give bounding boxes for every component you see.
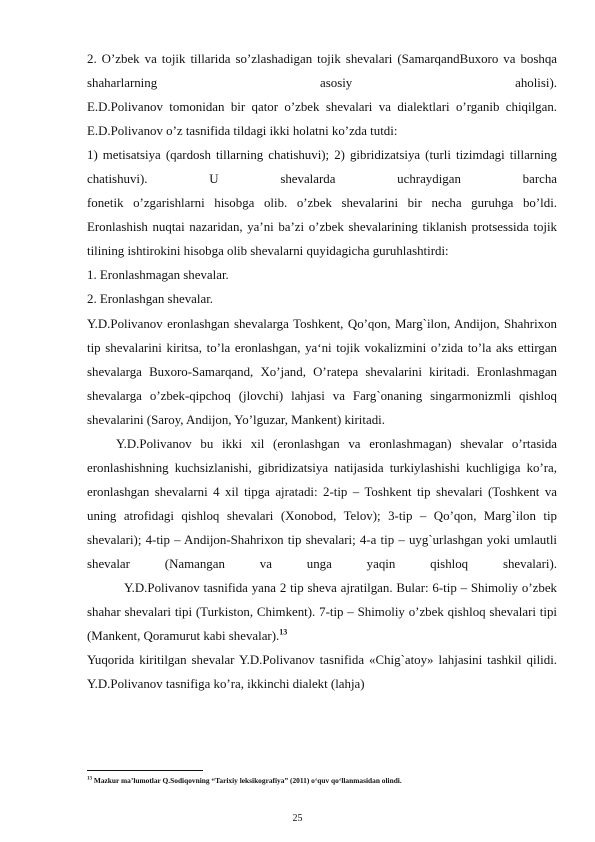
paragraph-4 xyxy=(87,191,557,263)
paragraph-1-text: 2. O’zbek va tojik tillarida so’zlashadigan tojik shevalari (SamarqandBuxoro va boshqa shaharlarning asosiy aholisi). xyxy=(87,52,557,91)
paragraph-5 xyxy=(87,263,557,287)
paragraph-8-text: Y.D.Polivanov bu ikki xil (eronlashgan va eronlashmagan) shevalar o’rtasida eronlashishning kuchsizlanishi, gibridizatsiya natijasida turkiylashishi kuchligiga ko’ra, eronlashgan shevalarni 4 xil tipga ajratadi: 2-tip – Toshkent tip shevalari (Toshkent va uning atrofidagi qishloq shevalari (Xonobod, Telov); 3-tip – Qo’qon, Marg`ilon tip shevalari); 4-tip – Andijon-Shahrixon tip shevalari; 4-a tip – uyg`urlashgan yoki umlautli shevalar (Namangan va unga yaqin qishloq shevalari). xyxy=(87,436,557,571)
paragraph-7 xyxy=(87,312,557,432)
paragraph-3 xyxy=(87,143,557,191)
paragraph-1 xyxy=(87,47,557,95)
footnote xyxy=(87,776,567,785)
footnote-number: 13 xyxy=(87,776,92,782)
paragraph-5-text: 1. Eronlashmagan shevalar. xyxy=(87,268,229,283)
paragraph-10 xyxy=(87,648,557,696)
paragraph-2 xyxy=(87,95,557,143)
paragraph-6-text: 2. Eronlashgan shevalar. xyxy=(87,292,214,307)
paragraph-7-text: Y.D.Polivanov eronlashgan shevalarga Toshkent, Qo’qon, Marg`ilon, Andijon, Shahrixon tip shevalarini kiritsa, to’la eronlashgan, ya‘ni tojik vokalizmini o’zida to’la aks ettirgan shevalarga Buxoro-Samarqand, Xo’jand, O’ratepa shevalarini kiritadi. Eronlashmagan shevalarga o’zbek-qipchoq (jlovchi) lahjasi va Farg`onaning singarmonizmli qishloq shevalarini (Saroy, Andijon, Yo’lguzar, Mankent) kiritadi. xyxy=(87,316,557,427)
paragraph-8 xyxy=(87,432,557,576)
footnote-divider xyxy=(87,770,203,771)
paragraph-4-text: fonetik o’zgarishlarni hisobga olib. o’zbek shevalarini bir necha guruhga bo’ldi. Eronlashish nuqtai nazaridan, ya’ni ba’zi o’zbek shevalarining tiklanish protsessida tojik tilining ishtirokini hisobga olib shevalarni quyidagicha guruhlashtirdi: xyxy=(87,196,557,259)
paragraph-10-text: Yuqorida kiritilgan shevalar Y.D.Polivanov tasnifida «Chig`atoy» lahjasini tashkil qilidi. Y.D.Polivanov tasnifiga ko’ra, ikkinchi dialekt (lahja) xyxy=(87,653,557,692)
page-number: 25 xyxy=(292,813,303,824)
paragraph-3-text: 1) metisatsiya (qardosh tillarning chatishuvi); 2) gibridizatsiya (turli tizimdagi tillarning chatishuvi). U shevalarda uchraydigan barcha xyxy=(87,148,557,187)
footnote-ref[interactable]: 13 xyxy=(279,627,288,637)
paragraph-9-text: Y.D.Polivanov tasnifida yana 2 tip sheva ajratilgan. Bular: 6-tip – Shimoliy o’zbek shahar shevalari tipi (Turkiston, Chimkent). 7-tip – Shimoliy o’zbek qishloq shevalari tipi (Mankent, Qoramurut kabi shevalar). xyxy=(87,581,557,644)
paragraph-2-text: E.D.Polivanov tomonidan bir qator o’zbek shevalari va dialektlari o’rganib chiqilgan. E.D.Polivanov o’z tasnifida tildagi ikki holatni ko’zda tutdi: xyxy=(87,100,557,139)
paragraph-6 xyxy=(87,287,557,311)
paragraph-9 xyxy=(87,576,557,648)
page-body xyxy=(87,47,557,696)
footnote-text: Mazkur ma’lumotlar Q.Sodiqovning “Tarixiy leksikografiya” (2011) o‘quv qo‘llanmasidan olindi. xyxy=(92,776,402,785)
